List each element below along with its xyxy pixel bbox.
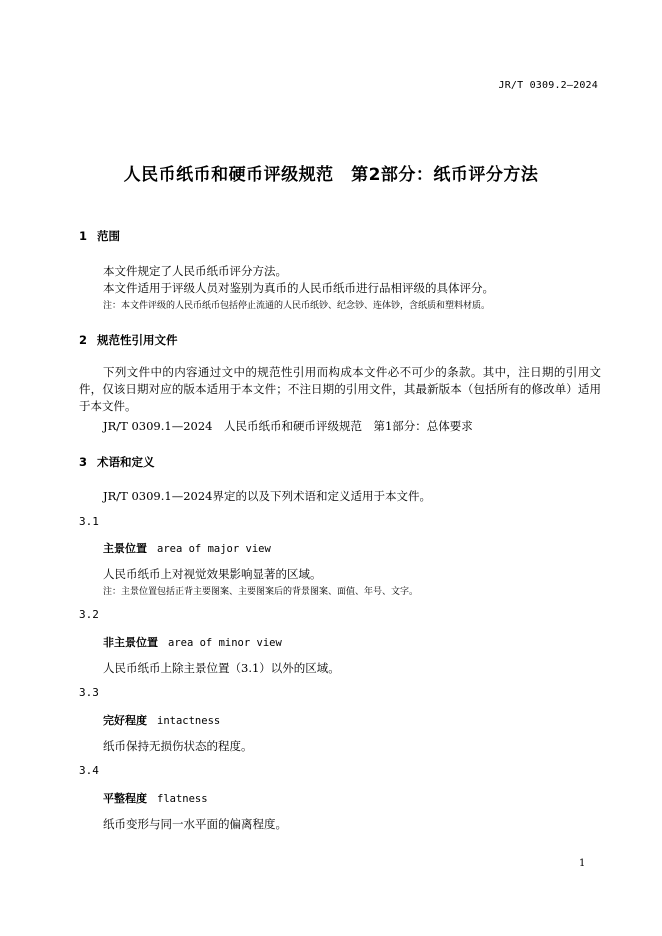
term-en: area of major view [157,543,271,555]
term-zh: 非主景位置 [103,636,158,649]
term-heading [103,790,208,806]
term-zh: 主景位置 [103,542,147,555]
section-1-line-2: 本文件适用于评级人员对鉴别为真币的人民币纸币进行品相评级的具体评分。 [103,281,494,295]
section-2-paragraph: 下列文件中的内容通过文中的规范性引用而构成本文件必不可少的条款。其中，注日期的引用文件，仅该日期对应的版本适用于本文件；不注日期的引用文件，其最新版本（包括所有的修改单）适用于本文件。 [79,365,601,413]
term-definition: 纸币变形与同一水平面的偏离程度。 [103,817,287,831]
term-en: area of minor view [168,637,282,649]
term-definition: 人民币纸币上除主景位置（3.1）以外的区域。 [103,661,340,675]
document-code: JR/T 0309.2—2024 [498,80,598,91]
section-2-heading [79,332,178,348]
section-1-heading [79,228,120,244]
term-heading [103,712,220,728]
section-number: 1 [79,229,88,243]
section-3-heading [79,454,155,470]
term-number: 3.1 [79,515,99,528]
section-number: 3 [79,455,88,469]
term-definition: 人民币纸币上对视觉效果影响显著的区域。 [103,567,322,581]
term-zh: 平整程度 [103,792,147,805]
section-3-intro: JR/T 0309.1—2024界定的以及下列术语和定义适用于本文件。 [103,489,431,503]
section-1-note: 注：本文件评级的人民币纸币包括停止流通的人民币纸钞、纪念钞、连体钞，含纸质和塑料材质。 [103,301,491,311]
term-definition: 纸币保持无损伤状态的程度。 [103,739,253,753]
term-heading [103,540,271,556]
section-title: 规范性引用文件 [97,333,178,347]
term-heading [103,634,282,650]
term-note: 注：主景位置包括正背主要图案、主要图案后的背景图案、面值、年号、文字。 [103,587,419,597]
section-title: 范围 [97,229,120,243]
term-number: 3.4 [79,764,99,777]
section-number: 2 [79,333,88,347]
section-1-line-1: 本文件规定了人民币纸币评分方法。 [103,264,287,278]
term-number: 3.2 [79,608,99,621]
page-number: 1 [579,858,586,869]
term-en: intactness [157,715,221,727]
term-zh: 完好程度 [103,714,147,727]
term-number: 3.3 [79,686,99,699]
normative-reference: JR/T 0309.1—2024 人民币纸币和硬币评级规范 第1部分：总体要求 [103,419,473,433]
section-title: 术语和定义 [97,455,155,469]
term-en: flatness [157,793,208,805]
document-title: 人民币纸币和硬币评级规范 第2部分：纸币评分方法 [123,165,539,185]
